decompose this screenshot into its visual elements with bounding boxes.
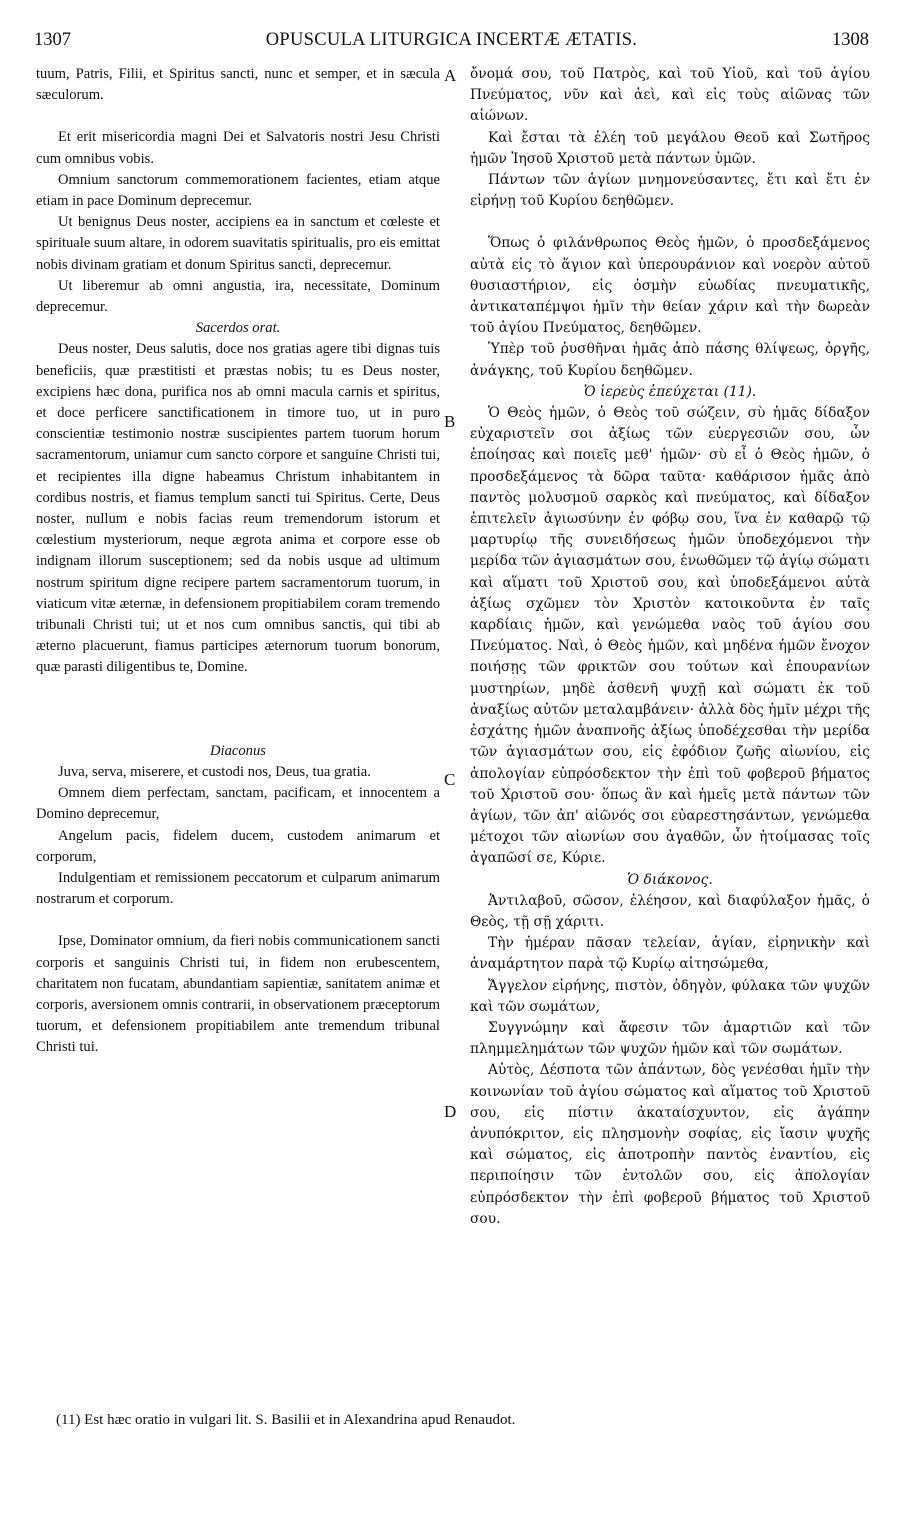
greek-paragraph-5: Ὑπὲρ τοῦ ῥυσθῆναι ἡμᾶς ἀπὸ πάσης θλίψεως, ὀργῆς, ἀνάγκης, τοῦ Κυρίου δεηθῶμεν. xyxy=(470,341,870,379)
latin-paragraph-1: tuum, Patris, Filii, et Spiritus sancti, nunc et semper, et in sæcula sæculorum. xyxy=(36,66,440,104)
greek-paragraph-8: Τὴν ἡμέραν πᾶσαν τελείαν, ἁγίαν, εἰρηνικὴν καὶ ἀναμάρτητον παρὰ τῷ Κυρίῳ αἰτησώμεθα, xyxy=(470,935,870,973)
latin-paragraph-7: Juva, serva, miserere, et custodi nos, Deus, tua gratia. xyxy=(58,763,371,780)
greek-prayer: Ὁ Θεὸς ἡμῶν, ὁ Θεὸς τοῦ σώζειν, σὺ ἡμᾶς δίδαξον εὐχαριστεῖν σοι ἀξίως τῶν εὐεργεσιῶν σου, ὧν ἐποίησας καὶ ποιεῖς μεθ' ἡμῶν· σὺ εἶ ὁ Θεὸς ἡμῶν, ὁ προσδεξάμενος τὰ δῶρα ταῦτα· καθάρισον ἡμᾶς ἀπὸ παντὸς μολυσμοῦ σαρκὸς καὶ πνεύματος, καὶ δίδαξον ἐπιτελεῖν ἁγιωσύνην ἐν φόβῳ σου, ἵνα ἐν καθαρῷ τῷ μαρτυρίῳ τῆς συνειδήσεως ἡμῶν ὑποδεχόμενοι τὴν μερίδα τῶν ἁγιασμάτων σου, ἑνωθῶμεν τῷ ἁγίῳ σώματι καὶ αἵματι τοῦ Χριστοῦ σου, καὶ ὑποδεξάμενοι αὐτὰ ἀξίως σχῶμεν τὸν Χριστὸν κατοικοῦντα ἐν ταῖς καρδίαις ἡμῶν, καὶ γενώμεθα ναὸς τοῦ ἁγίου σου Πνεύματος. Ναὶ, ὁ Θεὸς ἡμῶν, καὶ μηδένα ἡμῶν ἔνοχον ποιήσῃς τῶν φρικτῶν σου τούτων καὶ ἐπουρανίων μυστηρίων, μηδὲ ἀσθενῆ ψυχῇ καὶ σώματι ἐκ τοῦ ἀναξίως αὐτῶν μεταλαμβάνειν· ἀλλὰ δὸς ἡμῖν μέχρι τῆς ἐσχάτης ἡμῶν ἀναπνοῆς ἀξίως ὑποδέχεσθαι τὴν μερίδα τῶν ἁγιασμάτων σου, εἰς ἐφόδιον ζωῆς αἰωνίου, εἰς ἀπολογίαν εὐπρόσδεκτον τὴν ἐπὶ τοῦ φοβεροῦ βήματος τοῦ Χριστοῦ σου· ὅπως ἂν καὶ ἡμεῖς μετὰ πάντων τῶν ἁγίων, τῶν ἀπ' αἰῶνός σοι εὐαρεστησάντων, γενώμεθα μέτοχοι τῶν αἰωνίων σου ἀγαθῶν, ὧν ἡτοίμασας τοῖς ἀγαπῶσί σε, Κύριε. xyxy=(470,405,870,867)
greek-paragraph-10: Συγγνώμην καὶ ἄφεσιν τῶν ἁμαρτιῶν καὶ τῶν πλημμελημάτων τῶν ψυχῶν ἡμῶν καὶ τῶν σωμάτων. xyxy=(470,1019,870,1058)
running-title: OPUSCULA LITURGICA INCERTÆ ÆTATIS. xyxy=(265,30,638,50)
greek-paragraph-4: Ὅπως ὁ φιλάνθρωπος Θεὸς ἡμῶν, ὁ προσδεξάμενος αὐτὰ εἰς τὸ ἅγιον καὶ ὑπερουράνιον καὶ νοερὸν αὐτοῦ θυσιαστήριον, εἰς ὀσμὴν εὐωδίας πνευματικῆς, ἀντικαταπέμψοι ἡμῖν τὴν θείαν χάριν καὶ τὴν δωρεὰν τοῦ ἁγίου Πνεύματος, δεηθῶμεν. xyxy=(470,235,870,337)
latin-rubric-sacerdos: Sacerdos orat. xyxy=(195,320,281,337)
greek-paragraph-2: Καὶ ἔσται τὰ ἐλέη τοῦ μεγάλου Θεοῦ καὶ Σωτῆρος ἡμῶν Ἰησοῦ Χριστοῦ μετὰ πάντων ὑμῶν. xyxy=(470,129,870,167)
latin-paragraph-10: Indulgentiam et remissionem peccatorum et culparum animarum nostrarum et corporum. xyxy=(36,869,440,908)
greek-column xyxy=(470,64,870,1230)
greek-paragraph-7: Ἀντιλαβοῦ, σῶσον, ἐλέησον, καὶ διαφύλαξον ἡμᾶς, ὁ Θεὸς, τῇ σῇ χάριτι. xyxy=(470,892,870,930)
latin-prayer: Deus noster, Deus salutis, doce nos gratias agere tibi dignas tuis beneficiis, quæ præstitisti et præstas nobis; tu es Deus noster, excipiens hæc dona, purifica nos ab omni macula carnis et spiritus, et doce perficere sanctificationem in timore tuo, ut in puro conscientiæ testimonio nostræ suscipientes partem tuorum horum sacramentorum, uniamur cum sancto corpore et sanguine Christi tui, et recipientes illa digne habeamus Christum inhabitantem in cordibus nostris, et fiamus templum sancti tui Spiritus. Certe, Deus noster, nullum e nobis facias reum tremendorum istorum et cœlestium mysteriorum, neque ægrota anima et corpore esse ob indignam illorum susceptionem; sed da nobis usque ad ultimum nostrum spiritum digne recipere partem sacramentorum tuorum, in viaticum vitæ æternæ, in defensionem propitiabilem coram tremendo tribunali Christi tui; ut et nos cum omnibus sanctis, qui tibi ab æterno placuerunt, fiamus participes æternorum tuorum bonorum, quæ parasti diligentibus te, Domine. xyxy=(36,341,440,676)
margin-letter-b: B xyxy=(444,412,456,431)
latin-rubric-diaconus: Diaconus xyxy=(210,742,266,759)
latin-paragraph-2: Et erit misericordia magni Dei et Salvatoris nostri Jesu Christi cum omnibus vobis. xyxy=(36,129,440,167)
margin-letter-a: A xyxy=(444,66,457,85)
latin-paragraph-8: Omnem diem perfectam, sanctam, pacificam, et innocentem a Domino deprecemur, xyxy=(36,785,440,823)
latin-paragraph-9: Angelum pacis, fidelem ducem, custodem animarum et corporum, xyxy=(36,827,440,865)
greek-paragraph-1: ὄνομά σου, τοῦ Πατρὸς, καὶ τοῦ Υἱοῦ, καὶ τοῦ ἁγίου Πνεύματος, νῦν καὶ ἀεὶ, καὶ εἰς τοὺς αἰῶνας τῶν αἰώνων. xyxy=(470,66,870,125)
latin-paragraph-5: Ut liberemur ab omni angustia, ira, necessitate, Dominum deprecemur. xyxy=(36,277,440,316)
greek-rubric-hiereus: Ὁ ἱερεὺς ἐπεύχεται (11). xyxy=(583,383,757,400)
footnote: (11) Est hæc oratio in vulgari lit. S. Basilii et in Alexandrina apud Renaudot. xyxy=(56,1412,516,1428)
latin-paragraph-11: Ipse, Dominator omnium, da fieri nobis communicationem sancti corporis et sanguinis Christi tui, in fidem non erubescentem, charitatem non fucatam, abundantiam sapientiæ, sanitatem animæ et corporis, aversionem omnis contrarii, in observationem præceptorum tuorum, et defensionem propitiabilem ante tremendum tribunal Christi tui. xyxy=(36,933,440,1056)
margin-letter-d: D xyxy=(444,1102,457,1121)
margin-letter-c: C xyxy=(444,770,456,789)
greek-paragraph-11: Αὐτὸς, Δέσποτα τῶν ἁπάντων, δὸς γενέσθαι ἡμῖν τὴν κοινωνίαν τοῦ ἁγίου σώματος καὶ αἵματος τοῦ Χριστοῦ σου, εἰς πίστιν ἀκαταίσχυντον, εἰς ἀγάπην ἀνυπόκριτον, εἰς πλησμονὴν σοφίας, εἰς ἴασιν ψυχῆς καὶ σώματος, εἰς ἀποτροπὴν παντὸς ἐναντίου, εἰς περιποίησιν τῶν ἐντολῶν σου, εἰς ἀπολογίαν εὐπρόσδεκτον τὴν ἐπὶ φοβεροῦ βήματος τοῦ Χριστοῦ σου. xyxy=(470,1062,870,1227)
page-number-left: 1307 xyxy=(34,30,71,50)
page-number-right: 1308 xyxy=(832,30,869,50)
latin-paragraph-4: Ut benignus Deus noster, accipiens ea in sanctum et cœleste et spirituale suum altare, in odorem suavitatis spiritualis, pro eis emittat nobis divinam gratiam et donum Spiritus sancti, deprecemur. xyxy=(36,214,440,273)
greek-rubric-diakonos: Ὁ διάκονος. xyxy=(627,871,713,888)
greek-paragraph-9: Ἄγγελον εἰρήνης, πιστὸν, ὁδηγὸν, φύλακα τῶν ψυχῶν καὶ τῶν σωμάτων, xyxy=(470,977,870,1015)
greek-paragraph-3: Πάντων τῶν ἁγίων μνημονεύσαντες, ἔτι καὶ ἔτι ἐν εἰρήνῃ τοῦ Κυρίου δεηθῶμεν. xyxy=(470,172,870,210)
latin-column xyxy=(36,64,440,1059)
running-head xyxy=(34,30,869,58)
latin-paragraph-3: Omnium sanctorum commemorationem facientes, etiam atque etiam in pace Dominum deprecemur. xyxy=(36,171,440,210)
